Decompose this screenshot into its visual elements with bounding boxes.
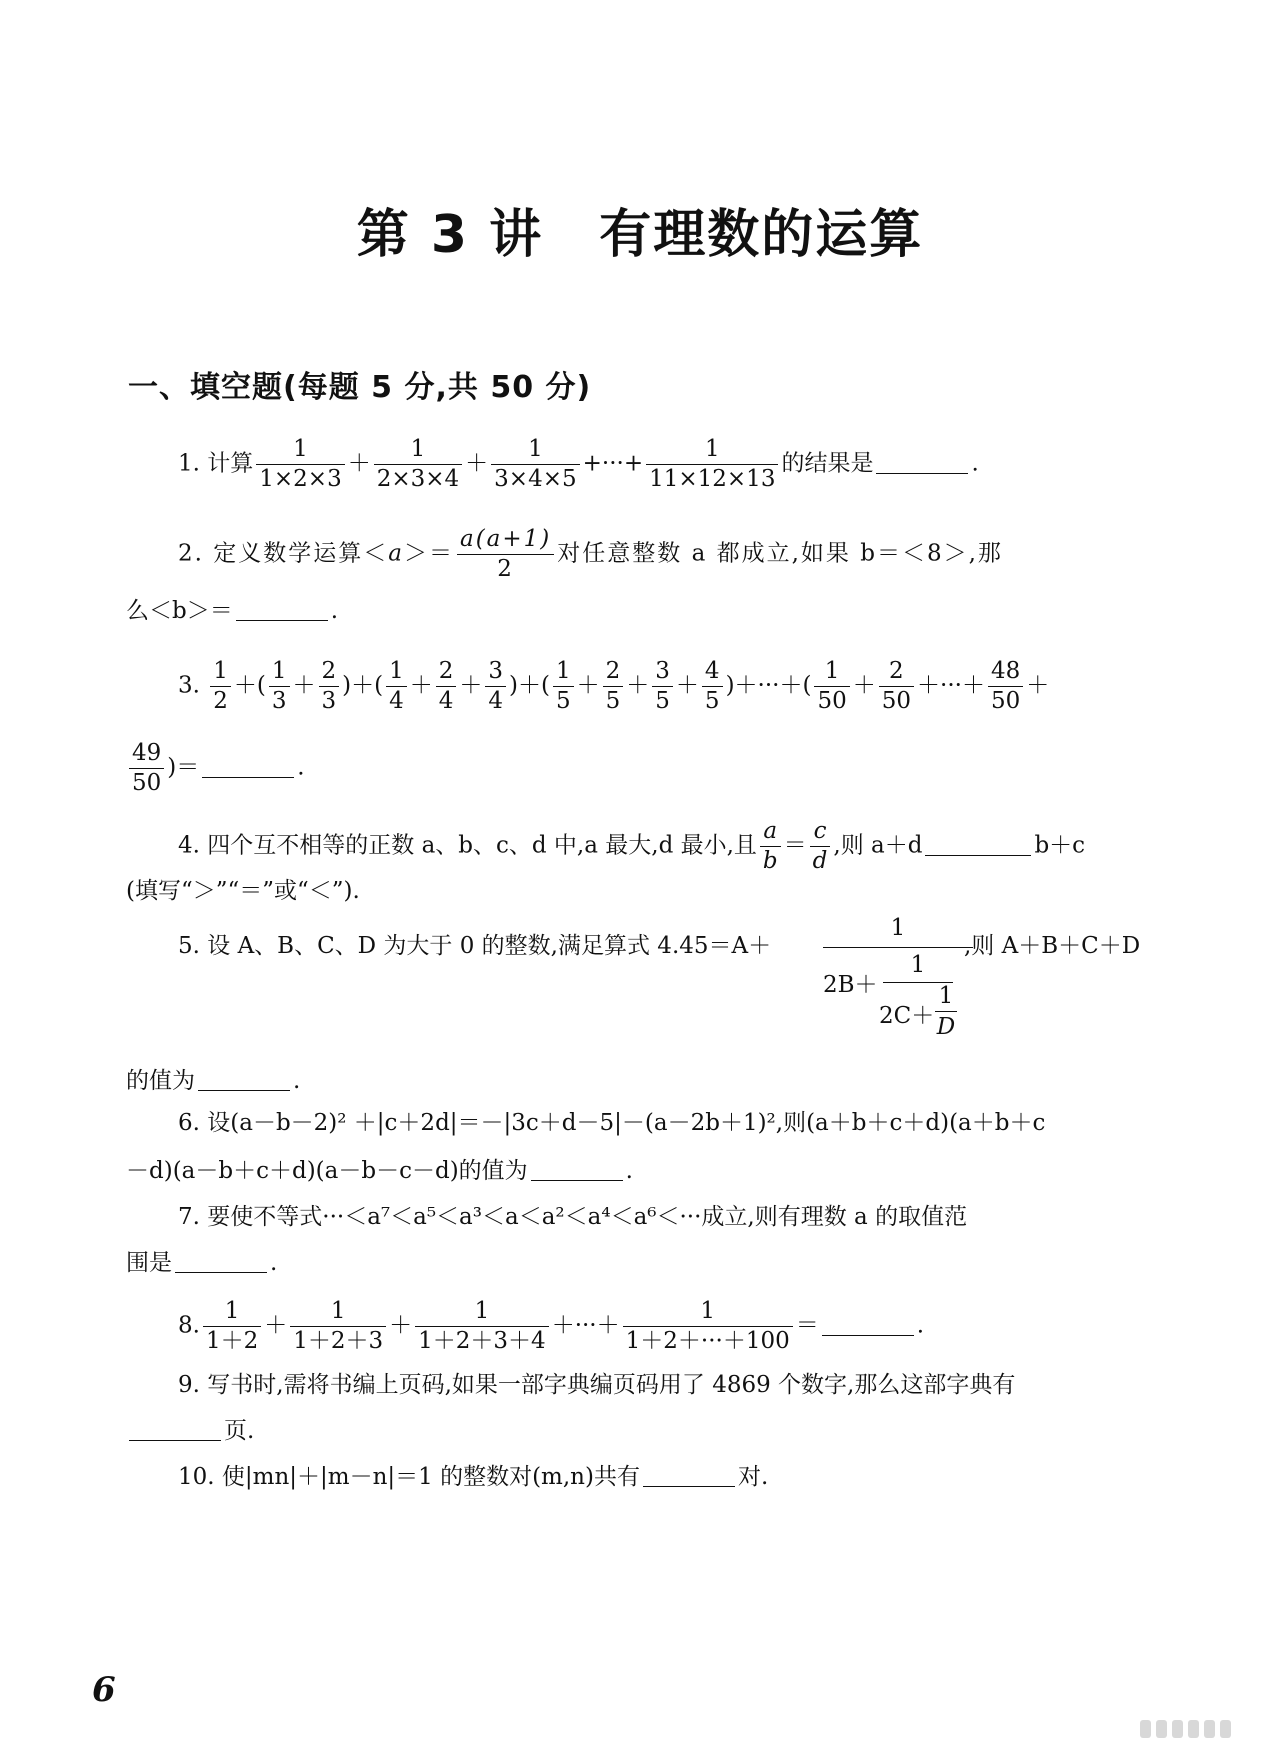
answer-blank[interactable] (175, 1272, 267, 1273)
answer-blank[interactable] (822, 1335, 914, 1336)
fraction: $\frac{a(a+1)}{2}$ (457, 528, 554, 581)
question-2-line2: 么＜b＞＝ . (126, 598, 339, 624)
lesson-title (0, 192, 1280, 267)
lesson-name: 有理数的运算 (599, 205, 924, 265)
answer-blank[interactable] (876, 473, 968, 474)
fraction: $\frac{1}{1\times 2\times 3}$ (256, 438, 344, 491)
question-3: 3. $\frac{1}{2}$ ＋( $\frac{1}{3}$ ＋ $\frac{2}{3}$ )＋( $\frac{1}{4}$ ＋ $\frac{2}{4}$ ＋ $\frac{3}{4}$ )＋( $\frac{1}{5}$ ＋ $\frac{2}{5}$ ＋ $\frac{3}{5}$ ＋ $\frac{4}{5}$ )＋···＋( $\frac{1}{50}$ ＋ $\frac{2}{50}$ ＋···＋ $\frac{48}{50}$ ＋ (178, 658, 1050, 714)
q1-suffix: 的结果是 (781, 450, 874, 477)
answer-blank[interactable] (236, 620, 328, 621)
answer-blank[interactable] (198, 1090, 290, 1091)
answer-blank[interactable] (925, 855, 1031, 856)
question-3-line2: $\frac{49}{50}$ )＝ . (126, 742, 305, 795)
question-8: 8. $\frac{1}{1+2}$ ＋ $\frac{1}{1+2+3}$ ＋ $\frac{1}{1+2+3+4}$ ＋···＋ $\frac{1}{1+2+\cdot\cdot\cdot+100}$ ＝ . (178, 1298, 925, 1354)
question-7-line2: 围是 . (126, 1250, 278, 1276)
question-5-line2: 的值为 . (126, 1068, 301, 1094)
answer-blank[interactable] (129, 1440, 221, 1441)
section-heading: 一、填空题(每题 5 分,共 50 分) (128, 370, 592, 405)
question-7: 7. 要使不等式···＜a⁷＜a⁵＜a³＜a＜a²＜a⁴＜a⁶＜···成立,则有理数 a 的取值范 (178, 1204, 968, 1230)
watermark-logo (1140, 1720, 1260, 1742)
answer-blank[interactable] (643, 1486, 735, 1487)
fraction: $\frac{1}{2\times 3\times 4}$ (374, 438, 462, 491)
question-9-line2: 页. (126, 1420, 254, 1443)
page-number: 6 (92, 1670, 116, 1710)
question-6: 6. 设(a－b－2)² ＋|c＋2d|＝－|3c＋d－5|－(a－2b＋1)²,则(a＋b＋c＋d)(a＋b＋c (178, 1110, 1046, 1136)
fraction: $\frac{1}{11\times 12\times 13}$ (646, 438, 778, 491)
fraction: $\frac{1}{3\times 4\times 5}$ (491, 438, 579, 491)
answer-blank[interactable] (531, 1180, 623, 1181)
q1-prefix: 1. 计算 (178, 450, 254, 477)
question-9: 9. 写书时,需将书编上页码,如果一部字典编页码用了 4869 个数字,那么这部字典有 (178, 1372, 1016, 1398)
question-2: 2. 定义数学运算＜a＞＝ $\frac{a(a+1)}{2}$ 对任意整数 a 都成立,如果 b＝＜8＞,那 (178, 526, 1003, 582)
question-10: 10. 使|mn|＋|m－n|＝1 的整数对(m,n)共有 对. (178, 1464, 769, 1490)
question-4-line2: (填写“＞”“＝”或“＜”). (126, 878, 360, 904)
continued-fraction: 1 2B＋ 1 2C＋ 1 D (823, 915, 973, 1044)
question-5: 5. 设 A、B、C、D 为大于 0 的整数,满足算式 4.45＝A＋ ,则 A＋B＋C＋D (178, 933, 1141, 959)
question-1: 1. 计算 $\frac{1}{1\times 2\times 3}$ ＋ $\frac{1}{2\times 3\times 4}$ ＋ $\frac{1}{3\times 4\times 5}$ +···+ $\frac{1}{11\times 12\times 13}$ 的结果是 . (178, 436, 979, 492)
answer-blank[interactable] (202, 777, 294, 778)
fraction: $\frac{49}{50}$ (129, 742, 164, 795)
question-4: 4. 四个互不相等的正数 a、b、c、d 中,a 最大,d 最小,且 $\frac{a}{b}$ ＝ $\frac{c}{d}$ ,则 a＋d b＋c (178, 818, 1086, 874)
lesson-number: 第 3 讲 (356, 205, 544, 265)
question-6-line2: －d)(a－b＋c＋d)(a－b－c－d)的值为 . (126, 1158, 633, 1184)
